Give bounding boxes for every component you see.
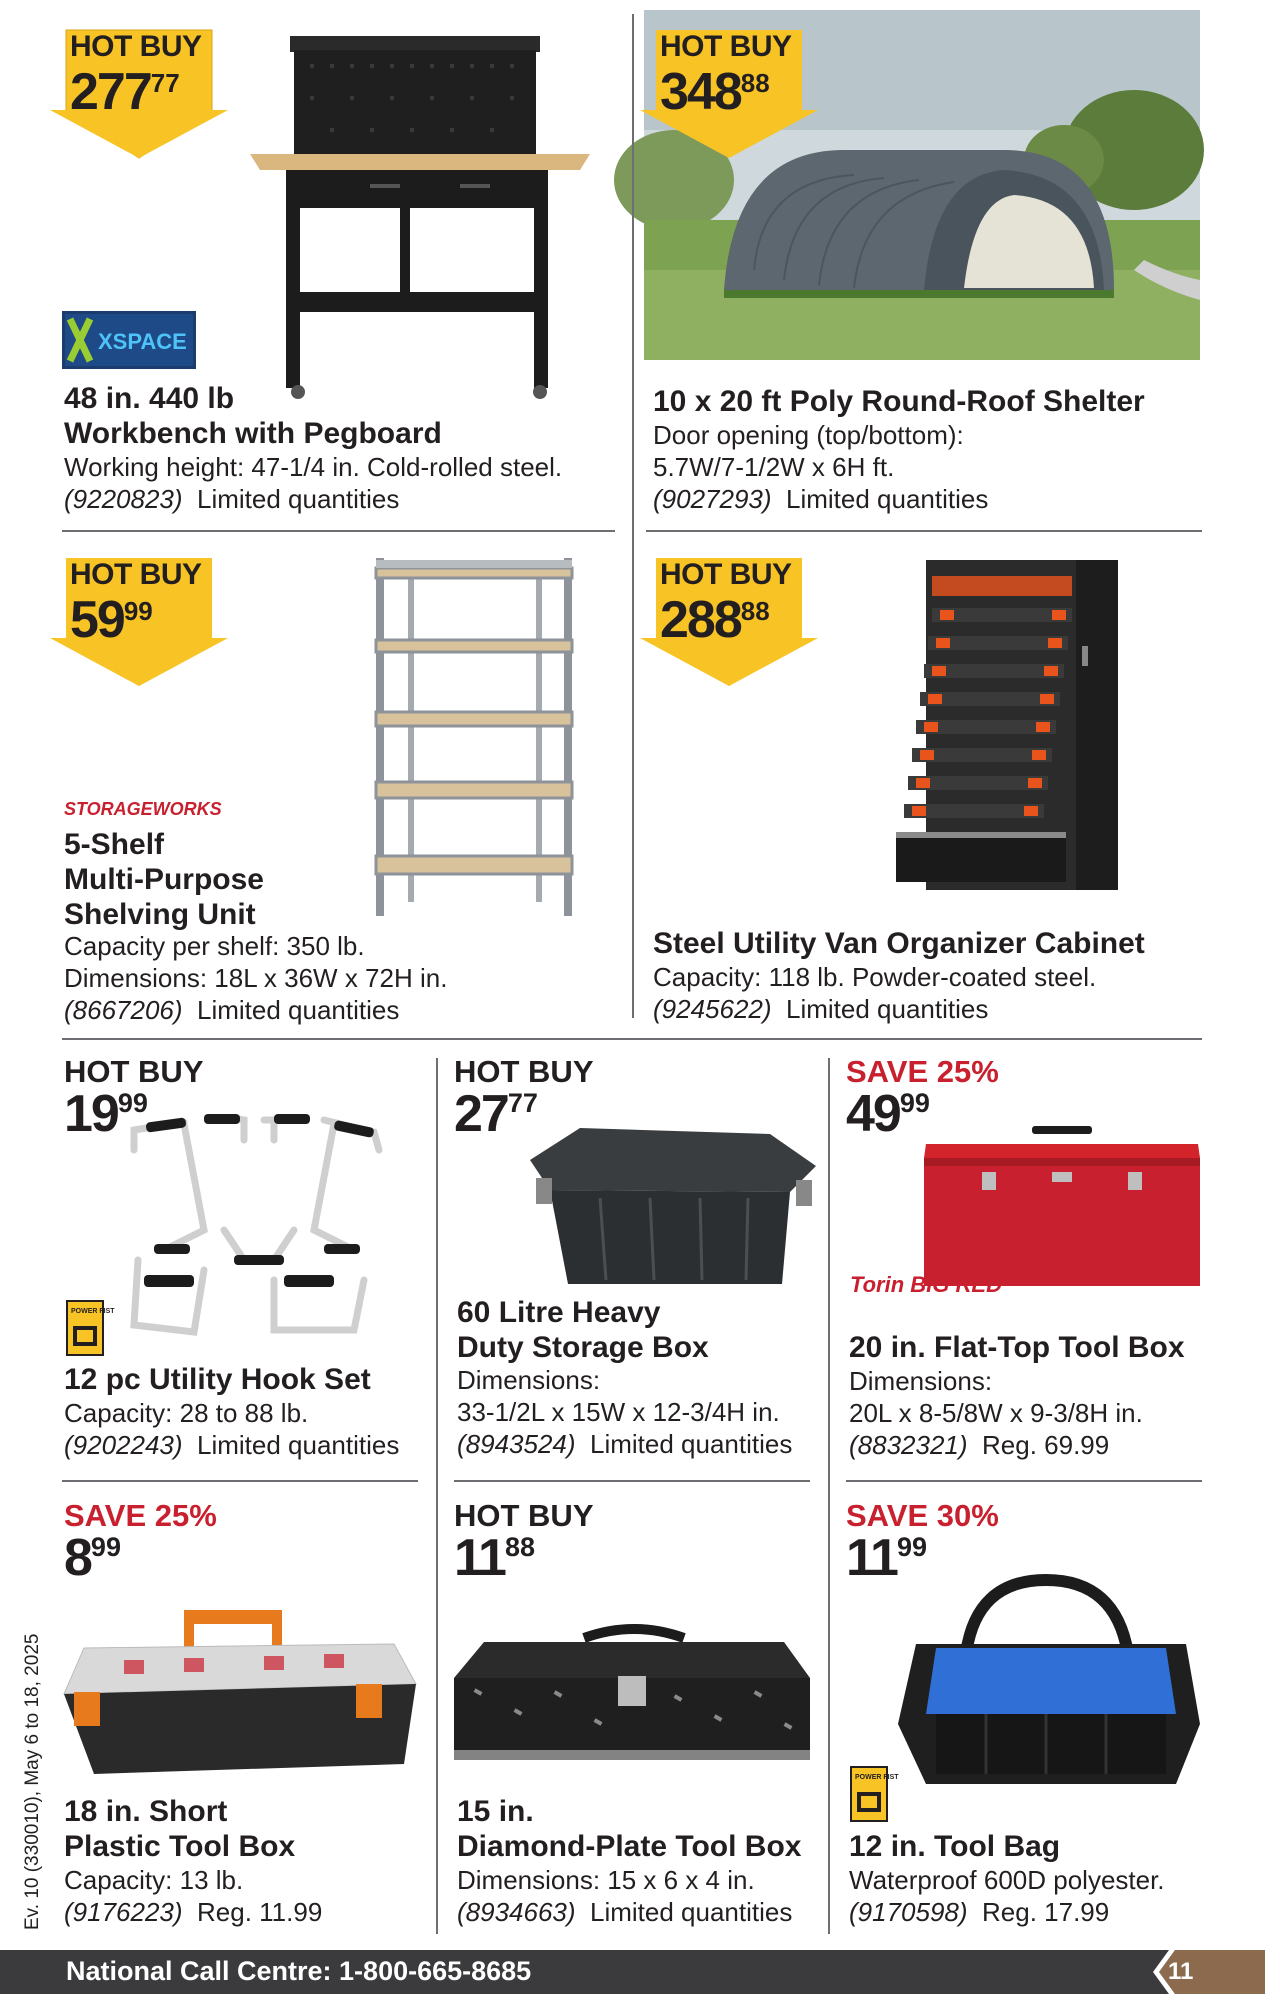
big-red-logo bbox=[848, 1268, 1002, 1322]
badge-price: $288^{88}$ bbox=[660, 591, 770, 649]
cabinet-image bbox=[892, 556, 1126, 916]
xspace-logo-text: XSPACE bbox=[98, 329, 187, 354]
hook-set-image bbox=[124, 1110, 396, 1350]
hot-buy-badge bbox=[56, 24, 216, 164]
plastic-toolbox-image bbox=[64, 1604, 420, 1774]
product-title: 48 in. 440 lb Workbench with Pegboard bbox=[64, 382, 442, 450]
storage-box-image bbox=[520, 1120, 820, 1290]
product-title: Steel Utility Van Organizer Cabinet bbox=[653, 927, 1145, 960]
product-desc: Capacity: 118 lb. Powder-coated steel. (9245622) Limited quantities bbox=[653, 962, 1097, 1024]
price: $8^{99}$ bbox=[64, 1529, 121, 1587]
save-label: SAVE 25% bbox=[64, 1498, 217, 1533]
column-divider bbox=[632, 14, 634, 1018]
page-number: 11 bbox=[1168, 1958, 1194, 1985]
product-title: 5-Shelf Multi-Purpose Shelving Unit bbox=[64, 828, 264, 931]
product-title: 12 in. Tool Bag bbox=[849, 1830, 1061, 1863]
hot-buy-badge bbox=[56, 552, 216, 692]
hot-buy-badge bbox=[646, 24, 806, 164]
footer-bar bbox=[0, 1950, 1265, 1994]
page-tab bbox=[1145, 1950, 1265, 1994]
badge-label: HOT BUY bbox=[70, 558, 202, 591]
product-desc: Capacity: 13 lb. (9176223) Reg. 11.99 bbox=[64, 1865, 323, 1927]
product-desc: Dimensions: 33-1/2L x 15W x 12-3/4H in. (8943524) Limited quantities bbox=[457, 1365, 793, 1459]
save-label: SAVE 25% bbox=[846, 1054, 999, 1089]
product-desc: Working height: 47-1/4 in. Cold-rolled steel. (9220823) Limited quantities bbox=[64, 452, 563, 514]
badge-label: HOT BUY bbox=[660, 30, 792, 63]
product-desc: Dimensions: 15 x 6 x 4 in. (8934663) Limited quantities bbox=[457, 1865, 793, 1927]
power-fist-logo-text: POWER FIST bbox=[71, 1308, 115, 1315]
price: $49^{99}$ bbox=[846, 1085, 930, 1143]
save-label: SAVE 30% bbox=[846, 1498, 999, 1533]
storageworks-logo bbox=[64, 795, 224, 819]
hot-buy-badge bbox=[646, 552, 806, 692]
row-divider bbox=[62, 1038, 1202, 1040]
badge-label: HOT BUY bbox=[660, 558, 792, 591]
row-divider bbox=[62, 1480, 418, 1482]
product-title: 18 in. Short Plastic Tool Box bbox=[64, 1795, 296, 1863]
row-divider bbox=[846, 1480, 1202, 1482]
product-desc: Dimensions: 20L x 8-5/8W x 9-3/8H in. (8832321) Reg. 69.99 bbox=[849, 1366, 1143, 1460]
product-title: 60 Litre Heavy Duty Storage Box bbox=[457, 1296, 709, 1364]
price-label: HOT BUY bbox=[64, 1054, 204, 1089]
product-desc: Waterproof 600D polyester. (9170598) Reg. 17.99 bbox=[849, 1865, 1165, 1927]
flat-top-toolbox-image bbox=[922, 1122, 1202, 1292]
row-divider bbox=[62, 530, 615, 532]
badge-price: $277^{77}$ bbox=[70, 63, 180, 121]
price: $11^{99}$ bbox=[846, 1529, 928, 1587]
xspace-logo bbox=[62, 311, 196, 369]
price-label: HOT BUY bbox=[454, 1498, 594, 1533]
column-divider bbox=[436, 1058, 438, 1934]
badge-price: $59^{99}$ bbox=[70, 591, 153, 649]
product-desc: Door opening (top/bottom): 5.7W/7-1/2W x 6H ft. (9027293) Limited quantities bbox=[653, 420, 989, 514]
power-fist-logo bbox=[66, 1300, 115, 1356]
big-red-logo-text: Torin BIG RED bbox=[850, 1272, 1002, 1297]
side-event-note: Ev. 10 (330010), May 6 to 18, 2025 bbox=[22, 1633, 43, 1930]
tool-bag-image bbox=[896, 1574, 1202, 1794]
price-label: HOT BUY bbox=[454, 1054, 594, 1089]
product-desc: Capacity: 28 to 88 lb. (9202243) Limited quantities bbox=[64, 1398, 400, 1460]
power-fist-logo-text: POWER FIST bbox=[855, 1774, 899, 1781]
badge-price: $348^{88}$ bbox=[660, 63, 770, 121]
workbench-image bbox=[250, 36, 590, 401]
product-title: 20 in. Flat-Top Tool Box bbox=[849, 1331, 1185, 1364]
product-desc: Capacity per shelf: 350 lb. Dimensions: 18L x 36W x 72H in. (8667206) Limited quantities bbox=[64, 931, 448, 1025]
product-title: 15 in. Diamond-Plate Tool Box bbox=[457, 1795, 802, 1863]
row-divider bbox=[646, 530, 1202, 532]
badge-label: HOT BUY bbox=[70, 30, 202, 63]
column-divider bbox=[828, 1058, 830, 1934]
storageworks-logo-text: STORAGEWORKS bbox=[64, 799, 222, 819]
price: $27^{77}$ bbox=[454, 1085, 538, 1143]
price: $11^{88}$ bbox=[454, 1529, 536, 1587]
power-fist-logo bbox=[850, 1766, 899, 1822]
price: $19^{99}$ bbox=[64, 1085, 148, 1143]
call-centre-text: National Call Centre: 1-800-665-8685 bbox=[66, 1956, 532, 1986]
row-divider bbox=[454, 1480, 810, 1482]
shelving-image bbox=[368, 556, 583, 918]
product-title: 10 x 20 ft Poly Round-Roof Shelter bbox=[653, 385, 1145, 418]
diamond-plate-toolbox-image bbox=[454, 1620, 810, 1770]
product-title: 12 pc Utility Hook Set bbox=[64, 1363, 371, 1396]
